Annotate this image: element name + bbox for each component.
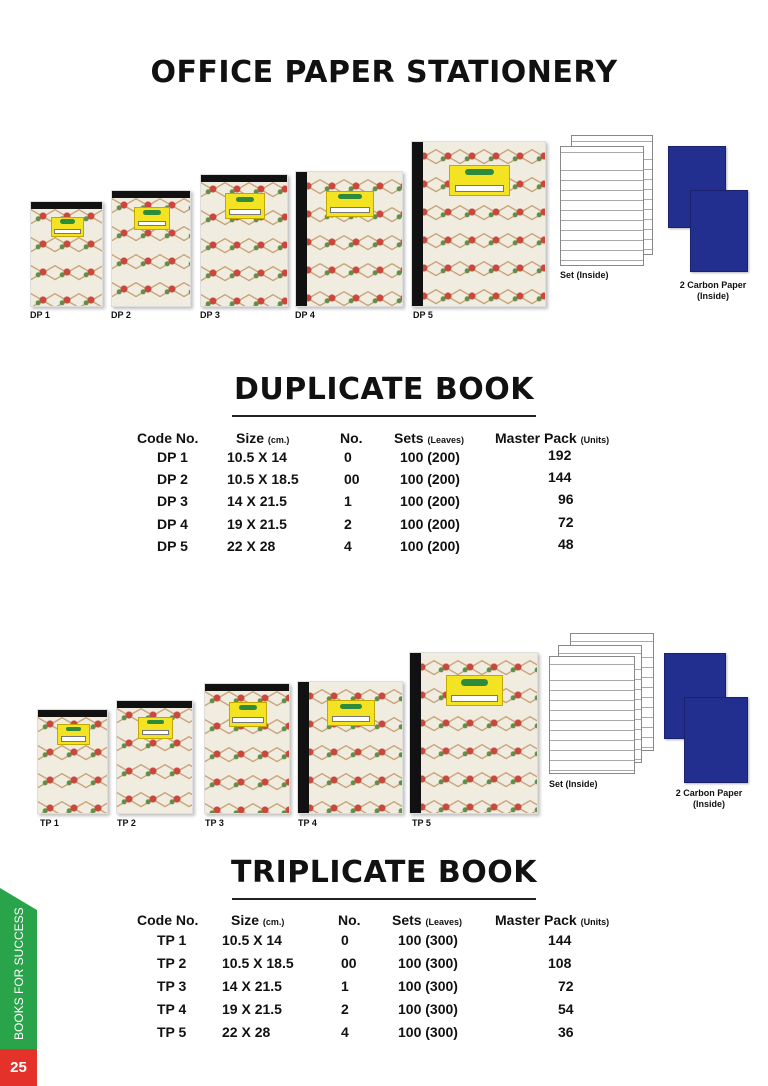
cell-pack: 108 bbox=[548, 955, 572, 971]
product-image-dp1 bbox=[30, 201, 103, 307]
cell-sets: 100 (200) bbox=[400, 516, 460, 532]
cell-sets: 100 (200) bbox=[400, 471, 460, 487]
cell-size: 14 X 21.5 bbox=[222, 978, 282, 994]
header-sets-unit: (Leaves) bbox=[427, 435, 464, 445]
carbon-paper-note bbox=[664, 788, 754, 810]
caption-dp5: DP 5 bbox=[413, 310, 433, 320]
header-size bbox=[236, 430, 289, 446]
cell-pack: 144 bbox=[548, 469, 572, 485]
header-size-unit: (cm.) bbox=[267, 435, 290, 445]
header-size-label: Size bbox=[231, 912, 260, 928]
cell-pack: 36 bbox=[558, 1024, 574, 1040]
header-size-label: Size bbox=[236, 430, 265, 446]
header-sets-label: Sets bbox=[392, 912, 422, 928]
cell-no: 2 bbox=[344, 516, 352, 532]
caption-dp2: DP 2 bbox=[111, 310, 131, 320]
carbon-paper-note bbox=[668, 280, 758, 302]
cell-code: TP 5 bbox=[157, 1024, 187, 1040]
header-code: Code No. bbox=[137, 430, 199, 446]
cell-code: DP 5 bbox=[157, 538, 188, 554]
header-pack-unit: (Units) bbox=[580, 435, 610, 445]
triplicate-book-title: TRIPLICATE BOOK bbox=[231, 855, 537, 890]
cell-code: TP 1 bbox=[157, 932, 187, 948]
cell-size: 19 X 21.5 bbox=[227, 516, 287, 532]
header-pack bbox=[495, 912, 609, 928]
product-image-dp5 bbox=[411, 141, 546, 307]
cell-pack: 144 bbox=[548, 932, 572, 948]
cell-pack: 72 bbox=[558, 978, 574, 994]
cell-no: 0 bbox=[344, 449, 352, 465]
cell-size: 22 X 28 bbox=[222, 1024, 271, 1040]
cell-sets: 100 (200) bbox=[400, 493, 460, 509]
cell-no: 00 bbox=[344, 471, 360, 487]
cell-no: 2 bbox=[341, 1001, 349, 1017]
header-size-unit: (cm.) bbox=[262, 917, 285, 927]
set-inside-note: Set (Inside) bbox=[560, 270, 609, 280]
cell-pack: 72 bbox=[558, 514, 574, 530]
page-number-badge: 25 bbox=[0, 1049, 37, 1086]
cell-no: 00 bbox=[341, 955, 357, 971]
carbon-note-line1: 2 Carbon Paper bbox=[675, 788, 743, 798]
cell-sets: 100 (300) bbox=[398, 1024, 458, 1040]
product-image-tp2 bbox=[116, 700, 193, 814]
header-sets-unit: (Leaves) bbox=[425, 917, 462, 927]
duplicate-book-title: DUPLICATE BOOK bbox=[234, 372, 534, 407]
product-image-tp4 bbox=[297, 681, 403, 814]
header-code: Code No. bbox=[137, 912, 199, 928]
cell-sets: 100 (300) bbox=[398, 1001, 458, 1017]
caption-dp4: DP 4 bbox=[295, 310, 315, 320]
caption-dp3: DP 3 bbox=[200, 310, 220, 320]
carbon-note-line1: 2 Carbon Paper bbox=[679, 280, 747, 290]
cell-code: DP 3 bbox=[157, 493, 188, 509]
product-image-dp4 bbox=[295, 171, 403, 307]
product-image-tp3 bbox=[204, 683, 290, 814]
cell-no: 4 bbox=[344, 538, 352, 554]
caption-tp5: TP 5 bbox=[412, 818, 431, 828]
cell-pack: 54 bbox=[558, 1001, 574, 1017]
header-no: No. bbox=[338, 912, 361, 928]
triplicate-title-divider bbox=[232, 898, 536, 900]
header-pack bbox=[495, 430, 609, 446]
sidebar-tagline: BOOKS FOR SUCCESS bbox=[12, 907, 26, 1040]
product-image-tp5 bbox=[409, 652, 538, 814]
header-sets-label: Sets bbox=[394, 430, 424, 446]
ruled-sheet bbox=[560, 146, 644, 266]
cell-sets: 100 (300) bbox=[398, 978, 458, 994]
cell-size: 22 X 28 bbox=[227, 538, 276, 554]
header-pack-label: Master Pack bbox=[495, 430, 577, 446]
cell-pack: 48 bbox=[558, 536, 574, 552]
carbon-paper bbox=[684, 697, 748, 783]
header-sets bbox=[392, 912, 462, 928]
cell-sets: 100 (300) bbox=[398, 955, 458, 971]
cell-size: 10.5 X 18.5 bbox=[227, 471, 299, 487]
cell-sets: 100 (200) bbox=[400, 449, 460, 465]
ruled-sheet bbox=[549, 656, 635, 774]
cell-no: 1 bbox=[344, 493, 352, 509]
duplicate-title-divider bbox=[232, 415, 536, 417]
header-no: No. bbox=[340, 430, 363, 446]
caption-tp2: TP 2 bbox=[117, 818, 136, 828]
cell-code: DP 4 bbox=[157, 516, 188, 532]
product-image-dp3 bbox=[200, 174, 288, 307]
caption-tp4: TP 4 bbox=[298, 818, 317, 828]
cell-sets: 100 (200) bbox=[400, 538, 460, 554]
cell-code: TP 3 bbox=[157, 978, 187, 994]
carbon-note-line2: (Inside) bbox=[696, 291, 729, 301]
carbon-note-line2: (Inside) bbox=[692, 799, 725, 809]
header-pack-label: Master Pack bbox=[495, 912, 577, 928]
cell-no: 4 bbox=[341, 1024, 349, 1040]
cell-pack: 96 bbox=[558, 491, 574, 507]
cell-no: 0 bbox=[341, 932, 349, 948]
header-pack-unit: (Units) bbox=[580, 917, 610, 927]
header-size bbox=[231, 912, 284, 928]
cell-sets: 100 (300) bbox=[398, 932, 458, 948]
cell-pack: 192 bbox=[548, 447, 572, 463]
caption-tp1: TP 1 bbox=[40, 818, 59, 828]
cell-code: DP 1 bbox=[157, 449, 188, 465]
cell-no: 1 bbox=[341, 978, 349, 994]
product-image-dp2 bbox=[111, 190, 191, 307]
cell-code: DP 2 bbox=[157, 471, 188, 487]
cell-size: 10.5 X 14 bbox=[227, 449, 287, 465]
set-inside-note: Set (Inside) bbox=[549, 779, 598, 789]
cell-code: TP 4 bbox=[157, 1001, 187, 1017]
page-title: OFFICE PAPER STATIONERY bbox=[150, 55, 618, 90]
caption-dp1: DP 1 bbox=[30, 310, 50, 320]
cell-size: 14 X 21.5 bbox=[227, 493, 287, 509]
cell-size: 19 X 21.5 bbox=[222, 1001, 282, 1017]
caption-tp3: TP 3 bbox=[205, 818, 224, 828]
header-sets bbox=[394, 430, 464, 446]
cell-size: 10.5 X 18.5 bbox=[222, 955, 294, 971]
cell-size: 10.5 X 14 bbox=[222, 932, 282, 948]
product-image-tp1 bbox=[37, 709, 108, 814]
cell-code: TP 2 bbox=[157, 955, 187, 971]
carbon-paper bbox=[690, 190, 748, 272]
